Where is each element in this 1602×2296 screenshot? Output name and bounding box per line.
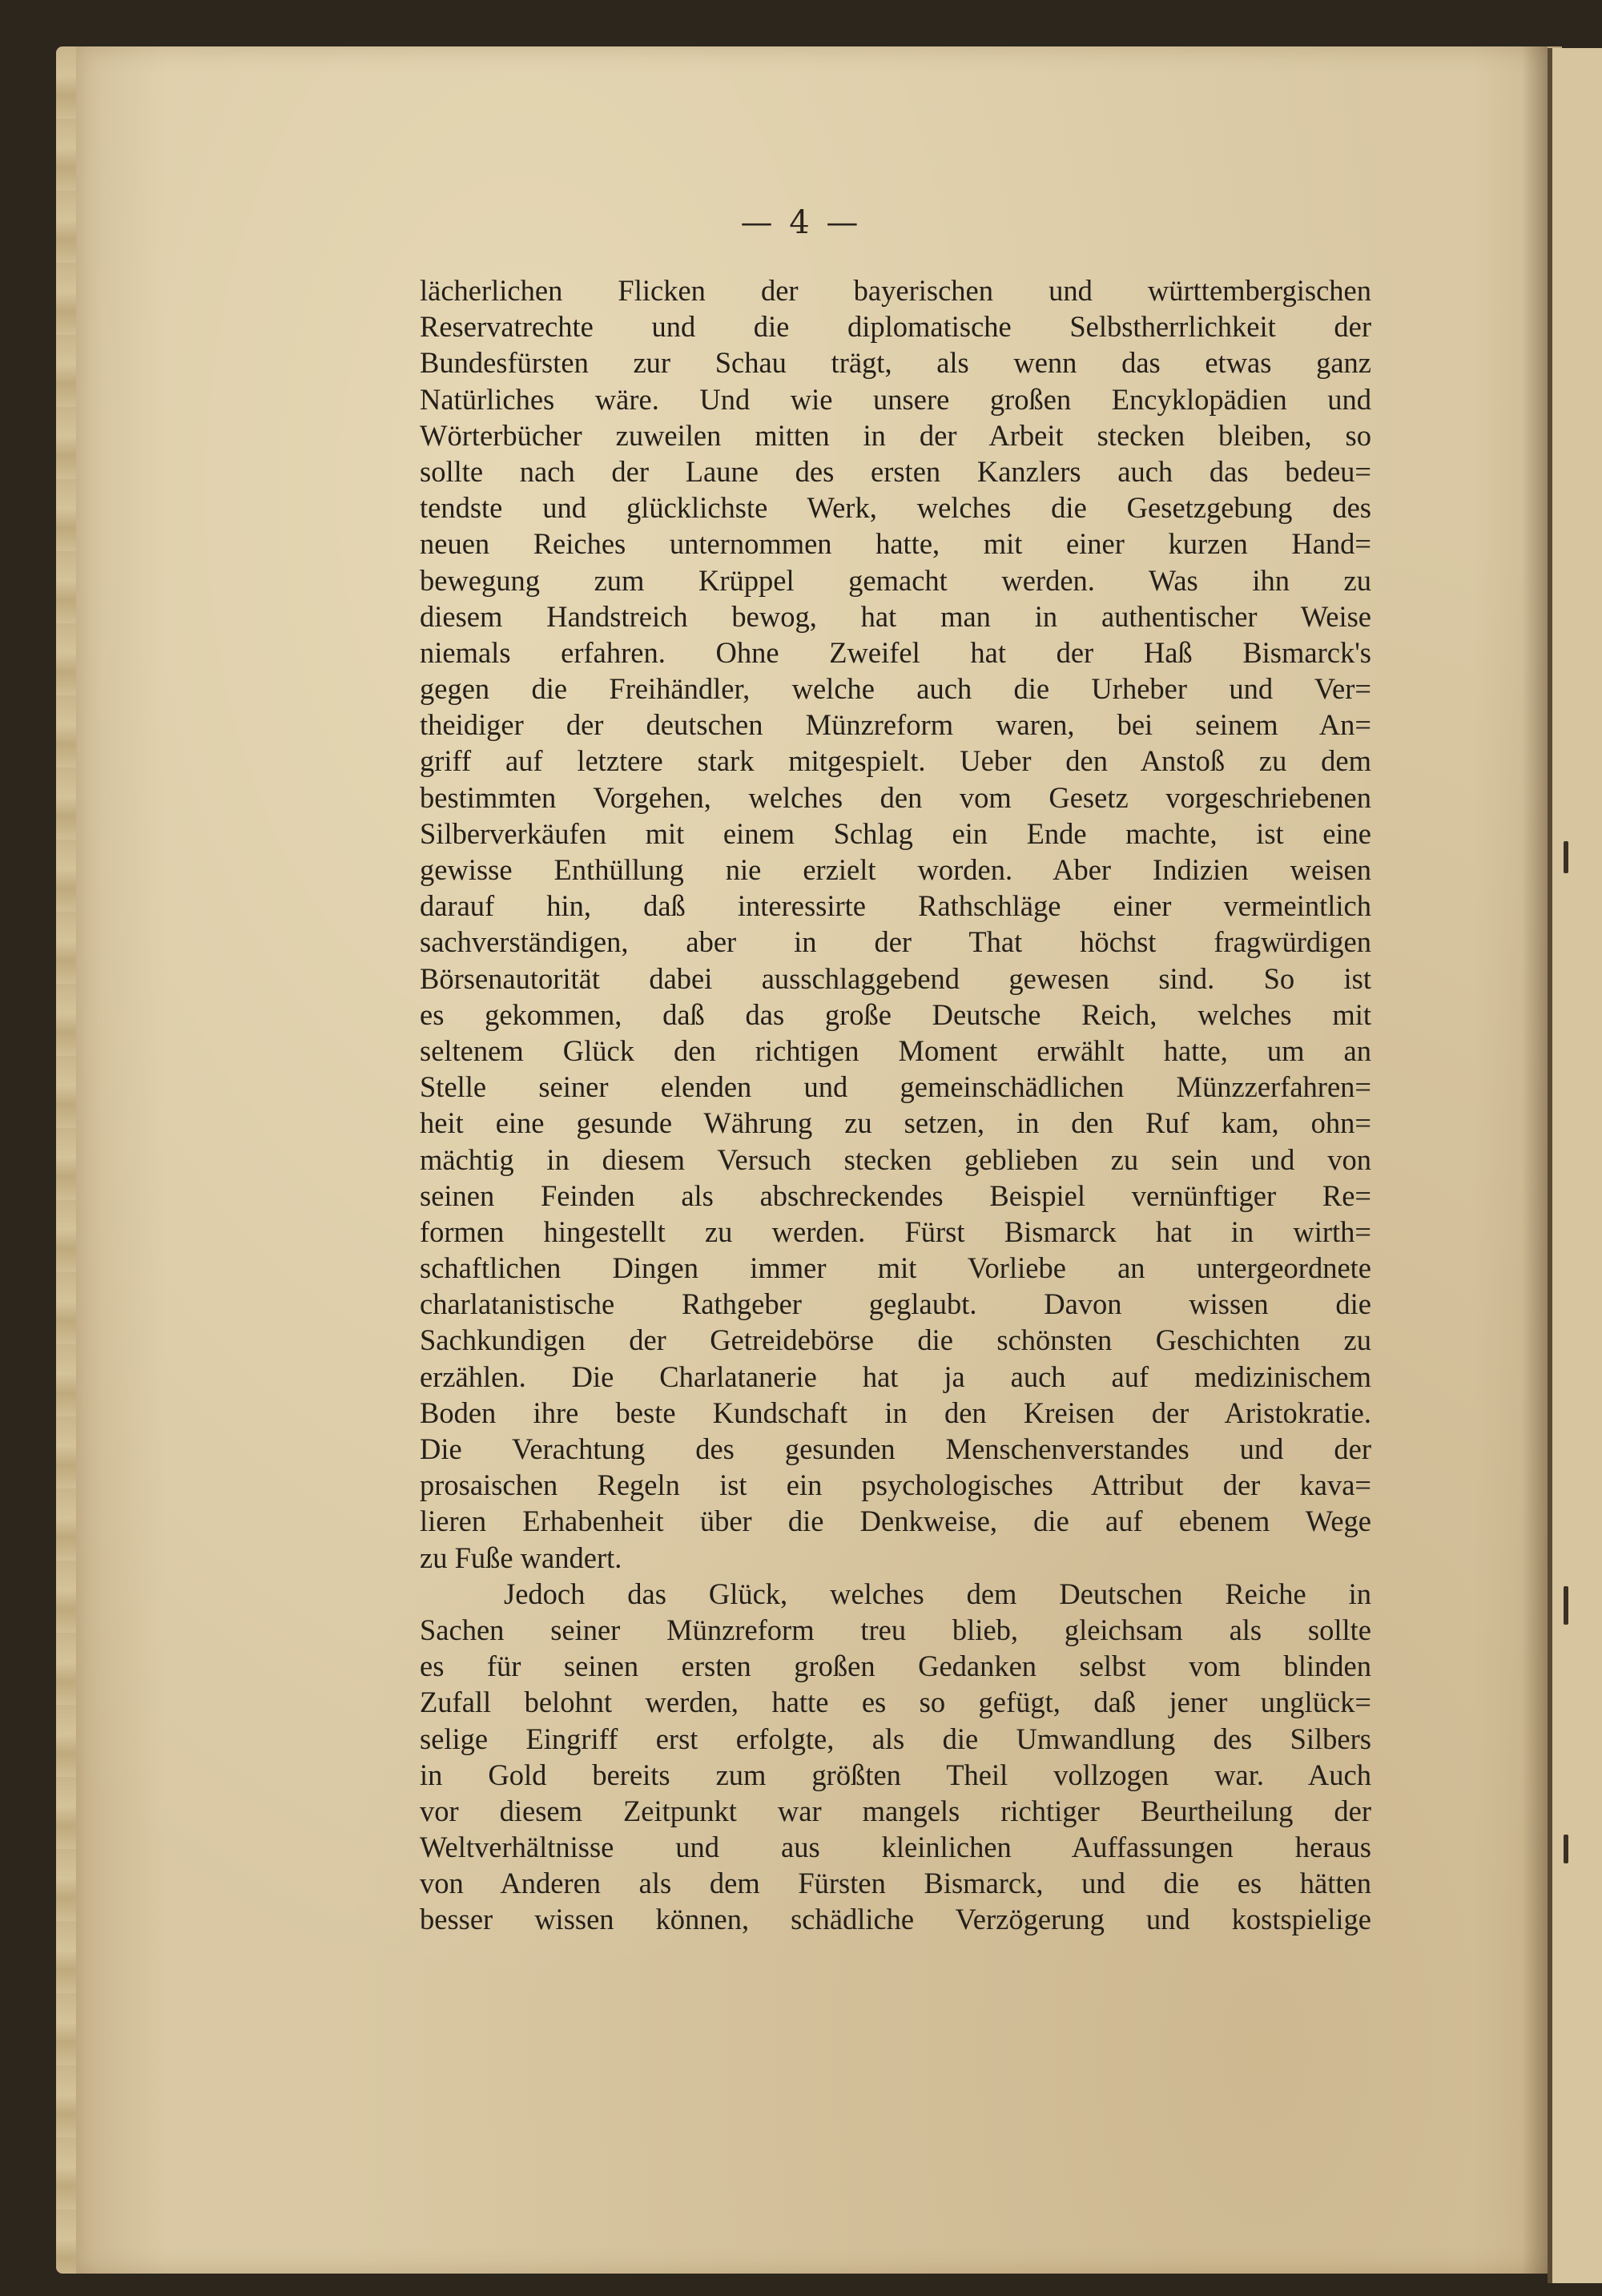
text-line: selige Eingriff erst erfolgte, als die Umwandlung des Silbers: [420, 1722, 1371, 1755]
text-line: in Gold bereits zum größten Theil vollzogen war. Auch: [420, 1758, 1371, 1791]
facing-page-edge: [1548, 48, 1602, 2283]
binding-tick-mark: [1564, 1835, 1568, 1863]
text-line: bestimmten Vorgehen, welches den vom Gesetz vorgeschriebenen: [420, 780, 1371, 814]
text-line: von Anderen als dem Fürsten Bismarck, und die es hätten: [420, 1867, 1371, 1900]
text-line: Wörterbücher zuweilen mitten in der Arbeit stecken bleiben, so: [420, 418, 1371, 452]
text-line: Zufall belohnt werden, hatte es so gefügt, daß jener unglück=: [420, 1686, 1371, 1719]
text-line: mächtig in diesem Versuch stecken geblieben zu sein und von: [420, 1142, 1371, 1176]
gutter-shadow: [1522, 46, 1548, 2274]
text-line: gewisse Enthüllung nie erzielt worden. Aber Indizien weisen: [420, 853, 1371, 886]
text-line: es für seinen ersten großen Gedanken selbst vom blinden: [420, 1649, 1371, 1683]
text-line: Natürliches wäre. Und wie unsere großen Encyklopädien und: [420, 382, 1371, 416]
text-line: sollte nach der Laune des ersten Kanzlers auch das bedeu=: [420, 454, 1371, 488]
text-line: Silberverkäufen mit einem Schlag ein Ende machte, ist eine: [420, 816, 1371, 850]
text-line: Bundesfürsten zur Schau trägt, als wenn das etwas ganz: [420, 346, 1371, 380]
text-line: niemals erfahren. Ohne Zweifel hat der Haß Bismarck's: [420, 635, 1371, 669]
text-line: vor diesem Zeitpunkt war mangels richtiger Beurtheilung der: [420, 1794, 1371, 1827]
text-line: Weltverhältnisse und aus kleinlichen Auffassungen heraus: [420, 1831, 1371, 1864]
text-line: charlatanistische Rathgeber geglaubt. Davon wissen die: [420, 1287, 1371, 1321]
text-line: seinen Feinden als abschreckendes Beispiel vernünftiger Re=: [420, 1178, 1371, 1212]
text-line: formen hingestellt zu werden. Fürst Bismarck hat in wirth=: [420, 1214, 1371, 1248]
text-line: gegen die Freihändler, welche auch die Urheber und Ver=: [420, 672, 1371, 706]
binding-tick-mark: [1564, 841, 1568, 873]
text-line: besser wissen können, schädliche Verzögerung und kostspielige: [420, 1903, 1371, 1936]
paragraph-start-line: Jedoch das Glück, welches dem Deutschen Reiche in: [504, 1577, 1371, 1610]
text-line: seltenem Glück den richtigen Moment erwählt hatte, um an: [420, 1033, 1371, 1067]
binding-tick-mark: [1564, 1586, 1568, 1625]
text-line: Sachen seiner Münzreform treu blieb, gleichsam als sollte: [420, 1613, 1371, 1646]
text-line: griff auf letztere stark mitgespielt. Ueber den Anstoß zu dem: [420, 744, 1371, 778]
text-line: Die Verachtung des gesunden Menschenverstandes und der: [420, 1432, 1371, 1465]
text-line: schaftlichen Dingen immer mit Vorliebe an untergeordnete: [420, 1251, 1371, 1285]
text-line: diesem Handstreich bewog, hat man in authentischer Weise: [420, 599, 1371, 633]
text-line: Stelle seiner elenden und gemeinschädlichen Münzzerfahren=: [420, 1070, 1371, 1104]
text-line: sachverständigen, aber in der That höchst fragwürdigen: [420, 925, 1371, 959]
text-line: prosaischen Regeln ist ein psychologisches Attribut der kava=: [420, 1468, 1371, 1502]
page-number: — 4 —: [740, 204, 862, 241]
text-line: Reservatrechte und die diplomatische Selbstherrlichkeit der: [420, 310, 1371, 344]
text-line: Börsenautorität dabei ausschlaggebend gewesen sind. So ist: [420, 961, 1371, 995]
text-line: theidiger der deutschen Münzreform waren, bei seinem An=: [420, 708, 1371, 742]
text-line: heit eine gesunde Währung zu setzen, in den Ruf kam, ohn=: [420, 1106, 1371, 1140]
text-line: Sachkundigen der Getreidebörse die schönsten Geschichten zu: [420, 1323, 1371, 1357]
text-line: lieren Erhabenheit über die Denkweise, die auf ebenem Wege: [420, 1504, 1371, 1538]
text-line: darauf hin, daß interessirte Rathschläge einer vermeintlich: [420, 889, 1371, 923]
text-line: es gekommen, daß das große Deutsche Reich, welches mit: [420, 997, 1371, 1031]
paragraph-end-line: zu Fuße wandert.: [420, 1541, 622, 1574]
body-text: [420, 272, 1371, 1938]
text-line: lächerlichen Flicken der bayerischen und württembergischen: [420, 274, 1371, 307]
text-line: Boden ihre beste Kundschaft in den Kreisen der Aristokratie.: [420, 1396, 1371, 1429]
text-line: tendste und glücklichste Werk, welches die Gesetzgebung des: [420, 491, 1371, 525]
text-line: erzählen. Die Charlatanerie hat ja auch auf medizinischem: [420, 1359, 1371, 1393]
text-line: neuen Reiches unternommen hatte, mit einer kurzen Hand=: [420, 527, 1371, 561]
text-line: bewegung zum Krüppel gemacht werden. Was ihn zu: [420, 563, 1371, 597]
